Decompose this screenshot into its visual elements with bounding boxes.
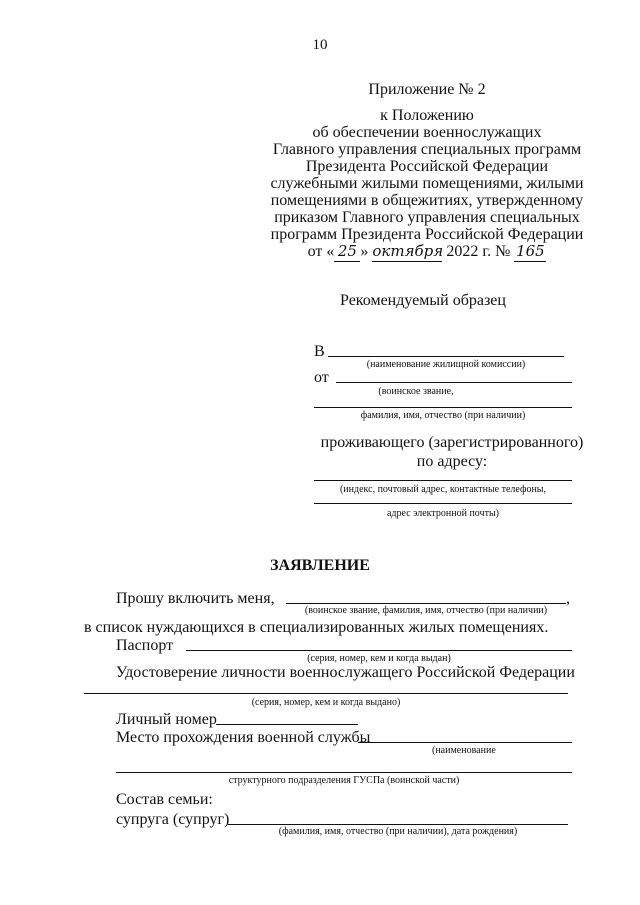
appendix-line: служебными жилыми помещениями, жилыми — [270, 175, 584, 192]
spouse-label: супруга (супруг) — [116, 811, 230, 828]
order-number-handwritten: 165 — [516, 242, 545, 260]
order-date-line — [262, 242, 592, 262]
name-caption: фамилия, имя, отчество (при наличии) — [360, 410, 526, 421]
military-id-label: Удостоверение личности военнослужащего Российской Федерации — [116, 664, 575, 681]
applicant-field[interactable] — [286, 603, 566, 604]
residing-label: проживающего (зарегистрированного) — [320, 434, 584, 451]
from-label: от — [314, 369, 329, 386]
email-field[interactable] — [314, 503, 572, 504]
appendix-line: Президента Российской Федерации — [305, 158, 549, 175]
personal-number-field[interactable] — [216, 724, 358, 725]
list-statement: в список нуждающихся в специализированных жилых помещениях. — [84, 619, 549, 636]
recommended-sample: Рекомендуемый образец — [340, 292, 506, 309]
date-day-handwritten: 25 — [334, 242, 360, 262]
commission-caption: (наименование жилищной комиссии) — [366, 359, 526, 370]
commission-field[interactable] — [328, 356, 564, 357]
applicant-caption: (воинское звание, фамилия, имя, отчество (при наличии) — [304, 605, 548, 616]
name-field[interactable] — [314, 407, 572, 408]
service-caption: (наименование — [432, 745, 496, 756]
appendix-line: программ Президента Российской Федерации — [270, 226, 584, 243]
family-label: Состав семьи: — [116, 791, 213, 808]
unit-field[interactable] — [116, 772, 572, 773]
page-number: 10 — [312, 37, 328, 53]
spouse-field[interactable] — [228, 824, 568, 825]
spouse-caption: (фамилия, имя, отчество (при наличии), дата рождения) — [278, 826, 518, 837]
email-caption: адрес электронной почты) — [386, 508, 499, 519]
date-suffix: 2022 г. № — [446, 243, 511, 260]
rank-caption: (воинское звание, — [378, 386, 454, 397]
appendix-line: к Положению — [380, 107, 474, 124]
passport-field[interactable] — [186, 650, 572, 651]
service-place-label: Место прохождения военной службы — [116, 729, 371, 746]
service-place-field[interactable] — [358, 742, 572, 743]
passport-label: Паспорт — [116, 637, 174, 654]
to-label: В — [314, 343, 325, 360]
military-id-field[interactable] — [84, 693, 568, 694]
address-caption: (индекс, почтовый адрес, контактные телефоны, — [339, 484, 547, 495]
appendix-title: Приложение № 2 — [368, 81, 486, 98]
military-id-caption: (серия, номер, кем и когда выдано) — [251, 697, 401, 708]
appendix-line: Главного управления специальных программ — [272, 141, 582, 158]
rank-field[interactable] — [336, 382, 572, 383]
date-prefix: от « — [307, 243, 335, 260]
appendix-line: об обеспечении военнослужащих — [312, 124, 542, 141]
address-label: по адресу: — [416, 453, 488, 470]
personal-number-label: Личный номер — [116, 711, 217, 728]
request-comma: , — [566, 590, 570, 607]
unit-caption: структурного подразделения ГУСПа (воинской части) — [228, 775, 460, 786]
statement-title: ЗАЯВЛЕНИЕ — [270, 557, 370, 574]
passport-caption: (серия, номер, кем и когда выдан) — [307, 653, 451, 664]
date-mid: » — [360, 243, 369, 260]
address-field[interactable] — [314, 480, 572, 481]
appendix-line: приказом Главного управления специальных — [274, 209, 580, 226]
date-month-handwritten: октября — [372, 242, 444, 260]
appendix-line: помещениями в общежитиях, утвержденному — [270, 192, 584, 209]
request-label: Прошу включить меня, — [116, 590, 275, 607]
